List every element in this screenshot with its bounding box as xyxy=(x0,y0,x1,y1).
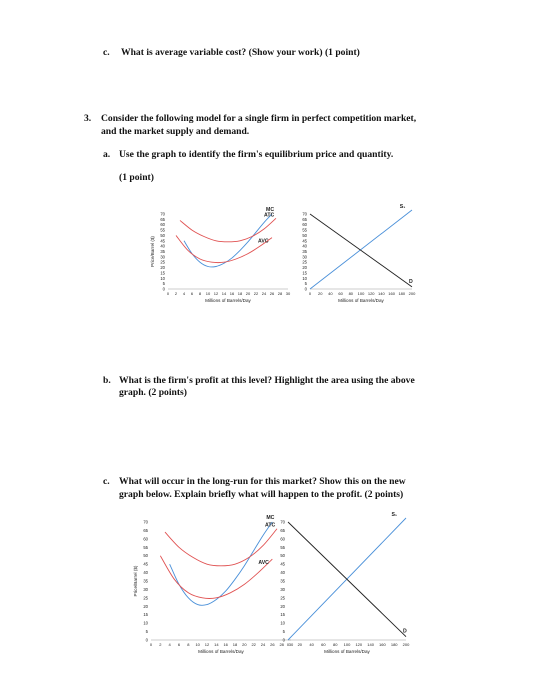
x-tick-label: 140 xyxy=(367,642,374,647)
x-tick-label: 20 xyxy=(242,642,247,647)
y-tick-label: 40 xyxy=(160,243,165,249)
y-tick-label: 15 xyxy=(143,612,148,618)
x-tick-label: 0 xyxy=(166,291,170,296)
x-tick-label: 14 xyxy=(214,642,219,647)
y-tick-label: 70 xyxy=(280,519,285,525)
x-tick-label: 180 xyxy=(390,642,398,647)
x-tick-label: 10 xyxy=(205,291,211,296)
x-tick-label: 80 xyxy=(348,291,354,296)
y-tick-label: 55 xyxy=(302,227,307,233)
x-tick-label: 0 xyxy=(149,642,153,647)
y-tick-label: 55 xyxy=(143,544,148,550)
y-tick-label: 35 xyxy=(160,249,165,254)
y-tick-label: 20 xyxy=(143,603,148,609)
question-b-line1: What is the firm's profit at this level? Highlight the area using the above xyxy=(119,375,415,386)
x-tick-label: 120 xyxy=(367,291,375,296)
y-tick-label: 60 xyxy=(302,222,307,228)
x-tick-label: 40 xyxy=(309,642,314,647)
x-tick-label: 200 xyxy=(408,291,416,296)
y-tick-label: 5 xyxy=(145,629,148,635)
x-tick-label: 20 xyxy=(317,291,323,296)
question-3-line2: and the market supply and demand. xyxy=(101,126,250,137)
y-tick-label: 0 xyxy=(304,286,307,292)
y-tick-label: 65 xyxy=(160,216,165,222)
y-tick-label: 45 xyxy=(280,561,285,567)
y-tick-label: 50 xyxy=(143,553,148,559)
x-tick-label: 24 xyxy=(260,642,266,647)
y-tick-label: 45 xyxy=(302,238,307,244)
x-tick-label: 120 xyxy=(355,642,363,647)
x-axis-title: Millions of Barrels/Day xyxy=(324,649,370,654)
y-tick-label: 30 xyxy=(143,586,148,592)
x-tick-label: 28 xyxy=(277,291,283,296)
y-tick-label: 25 xyxy=(143,595,148,601)
question-b-line2: graph. (2 points) xyxy=(119,387,187,398)
y-tick-label: 0 xyxy=(162,286,165,292)
x-tick-label: 24 xyxy=(261,291,267,296)
avc-label: AVC xyxy=(258,238,269,245)
x-tick-label: 100 xyxy=(357,291,365,296)
y-tick-label: 15 xyxy=(302,270,307,276)
x-tick-label: 16 xyxy=(223,642,228,647)
y-tick-label: 20 xyxy=(280,603,285,609)
y-tick-label: 65 xyxy=(143,527,148,533)
y-tick-label: 30 xyxy=(280,586,285,592)
y-tick-label: 70 xyxy=(143,519,148,525)
y-tick-label: 15 xyxy=(160,270,165,276)
question-a-letter: a. xyxy=(103,149,111,160)
y-tick-label: 5 xyxy=(304,281,307,287)
chart-group-2 xyxy=(118,508,418,678)
x-tick-label: 22 xyxy=(251,642,256,647)
mc-label: MC xyxy=(266,515,275,521)
x-tick-label: 22 xyxy=(253,291,259,296)
y-tick-label: 35 xyxy=(302,249,307,254)
y-tick-label: 35 xyxy=(280,578,285,584)
y-tick-label: 70 xyxy=(302,211,307,217)
x-tick-label: 18 xyxy=(232,642,238,647)
x-tick-label: 180 xyxy=(398,291,406,296)
demand-label: D xyxy=(403,628,407,635)
y-tick-label: 70 xyxy=(160,211,165,217)
y-tick-label: 15 xyxy=(280,612,285,618)
y-tick-label: 55 xyxy=(160,227,165,233)
x-tick-label: 26 xyxy=(269,291,275,296)
market-chart-2 xyxy=(280,512,410,654)
x-tick-label: 8 xyxy=(198,291,202,296)
x-tick-label: 20 xyxy=(297,642,303,647)
x-tick-label: 26 xyxy=(270,642,275,647)
y-tick-label: 45 xyxy=(160,238,165,244)
y-tick-label: 5 xyxy=(162,281,165,287)
demand-label: D xyxy=(409,278,413,285)
avc-curve xyxy=(160,556,272,599)
question-c1-text: What is average variable cost? (Show your work) (1 point) xyxy=(121,47,360,58)
x-tick-label: 20 xyxy=(245,291,251,296)
x-tick-label: 12 xyxy=(204,642,210,647)
x-tick-label: 60 xyxy=(338,291,343,296)
y-tick-label: 20 xyxy=(302,265,307,271)
y-tick-label: 60 xyxy=(143,536,148,542)
question-a-points: (1 point) xyxy=(119,172,154,183)
demand-line xyxy=(288,522,406,637)
x-axis-title: Millions of Barrels/Day xyxy=(338,298,384,303)
x-tick-label: 6 xyxy=(177,642,181,647)
y-tick-label: 60 xyxy=(160,222,165,228)
x-axis-title: Millions of Barrels/Day xyxy=(205,298,251,303)
question-b-letter: b. xyxy=(103,375,111,386)
y-tick-label: 50 xyxy=(280,553,285,559)
y-tick-label: 10 xyxy=(302,275,307,281)
y-tick-label: 65 xyxy=(280,527,285,533)
y-axis-title: Price/Barrel ($) xyxy=(150,236,155,267)
y-tick-label: 65 xyxy=(302,216,307,222)
y-tick-label: 30 xyxy=(160,254,165,260)
y-tick-label: 25 xyxy=(160,259,165,265)
atc-label: ATC xyxy=(264,212,275,219)
y-tick-label: 45 xyxy=(143,561,148,567)
question-c1-letter: c. xyxy=(103,47,110,58)
x-tick-label: 200 xyxy=(402,642,410,647)
x-tick-label: 2 xyxy=(159,642,162,647)
x-tick-label: 100 xyxy=(343,642,351,647)
question-3-line1: Consider the following model for a single firm in perfect competition market, xyxy=(101,113,417,124)
x-tick-label: 0 xyxy=(308,291,312,296)
x-tick-label: 28 xyxy=(279,642,284,647)
question-a-text: Use the graph to identify the firm's equilibrium price and quantity. xyxy=(119,149,394,160)
x-tick-label: 60 xyxy=(321,642,326,647)
y-tick-label: 0 xyxy=(145,637,148,643)
y-tick-label: 10 xyxy=(280,620,285,626)
x-tick-label: 40 xyxy=(328,291,333,296)
y-tick-label: 55 xyxy=(280,544,285,550)
question-c2-letter: c. xyxy=(103,476,110,487)
y-tick-label: 35 xyxy=(143,578,148,584)
y-tick-label: 25 xyxy=(302,259,307,265)
supply-label: S₁ xyxy=(391,512,398,518)
y-axis-title: Price/Barrel ($) xyxy=(133,565,138,597)
chart-group-1 xyxy=(140,196,420,306)
x-tick-label: 12 xyxy=(213,291,219,296)
x-tick-label: 4 xyxy=(168,642,171,647)
x-tick-label: 4 xyxy=(182,291,186,296)
x-tick-label: 140 xyxy=(378,291,385,296)
mc-curve xyxy=(170,522,273,605)
demand-line xyxy=(310,214,412,287)
y-tick-label: 25 xyxy=(280,595,285,601)
x-tick-label: 6 xyxy=(190,291,194,296)
y-tick-label: 10 xyxy=(143,620,148,626)
x-tick-label: 2 xyxy=(174,291,178,296)
y-tick-label: 20 xyxy=(160,265,165,271)
y-tick-label: 40 xyxy=(143,570,148,576)
question-c2-line1: What will occur in the long-run for this market? Show this on the new xyxy=(119,476,406,487)
y-tick-label: 10 xyxy=(160,275,165,281)
x-tick-label: 80 xyxy=(332,642,338,647)
y-tick-label: 5 xyxy=(282,629,285,635)
x-tick-label: 8 xyxy=(187,642,190,647)
mc-label: MC xyxy=(266,207,275,213)
x-tick-label: 16 xyxy=(229,291,235,296)
supply-line xyxy=(310,210,412,289)
x-tick-label: 160 xyxy=(388,291,395,296)
y-tick-label: 0 xyxy=(282,637,285,643)
y-tick-label: 40 xyxy=(302,243,307,249)
atc-label: ATC xyxy=(265,522,276,529)
y-tick-label: 50 xyxy=(160,232,165,238)
x-tick-label: 18 xyxy=(237,291,243,296)
y-tick-label: 40 xyxy=(280,570,285,576)
x-tick-label: 0 xyxy=(286,642,290,647)
avc-label: AVC xyxy=(258,560,269,567)
firm-chart-2 xyxy=(133,515,294,654)
y-tick-label: 30 xyxy=(302,254,307,260)
x-tick-label: 160 xyxy=(379,642,386,647)
y-tick-label: 60 xyxy=(280,536,285,542)
supply-label: S₁ xyxy=(399,204,406,210)
firm-chart-1 xyxy=(150,207,291,303)
x-tick-label: 30 xyxy=(288,642,294,647)
x-tick-label: 10 xyxy=(195,642,200,647)
question-c2-line2: graph below. Explain briefly what will happen to the profit. (2 points) xyxy=(119,489,404,500)
y-tick-label: 50 xyxy=(302,232,307,238)
x-tick-label: 30 xyxy=(285,291,291,296)
x-axis-title: Millions of Barrels/Day xyxy=(198,649,244,654)
x-tick-label: 14 xyxy=(221,291,227,296)
market-chart-1 xyxy=(302,204,416,303)
question-3-number: 3. xyxy=(84,113,92,124)
